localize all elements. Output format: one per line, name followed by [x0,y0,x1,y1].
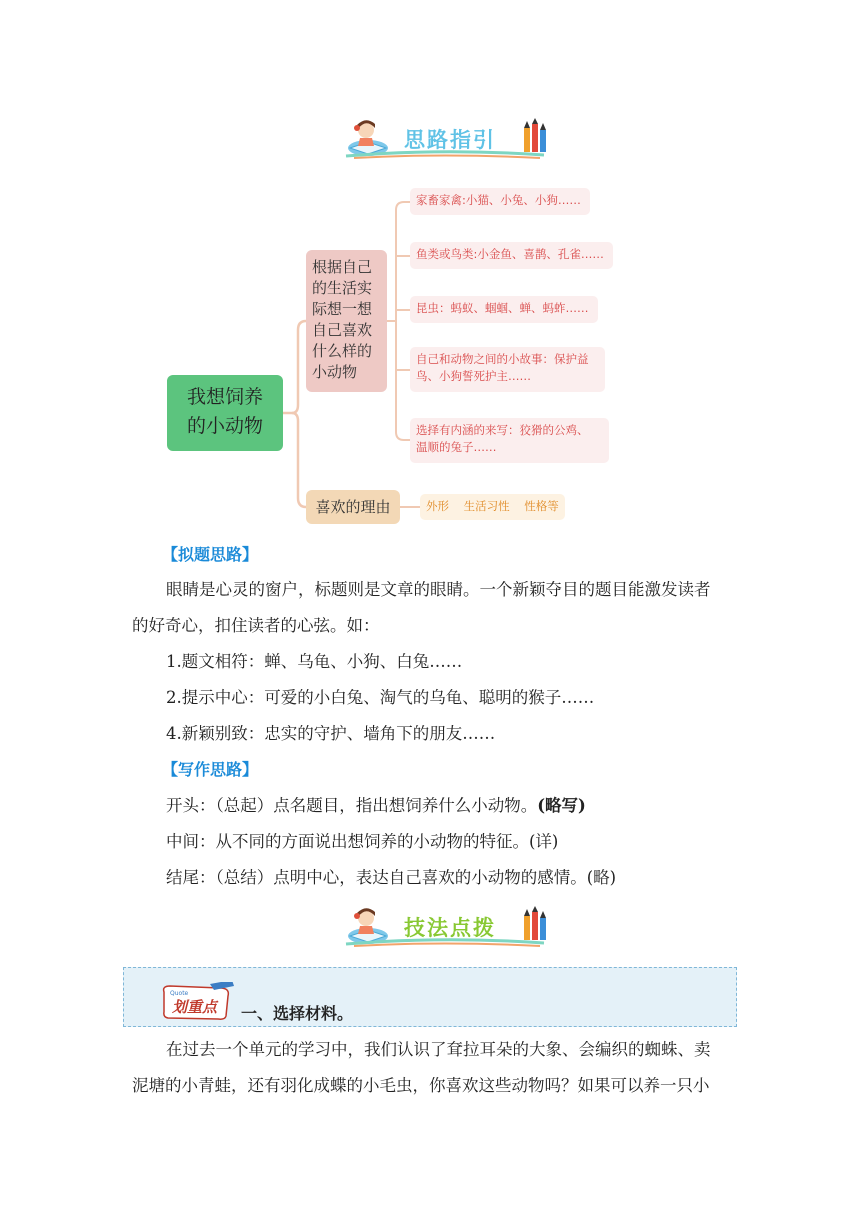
node-line: 根据自己 [312,258,373,276]
leaf-line: 温顺的兔子…… [416,440,497,454]
mindmap-node-reasons: 喜欢的理由 [306,490,400,524]
opening-text: 开头：（总起）点名题目，指出想饲养什么小动物。 [166,796,538,815]
mindmap-root-node [167,375,283,451]
section-banner-technique [340,906,555,950]
mindmap-node-imagine [306,250,387,392]
list-item: 4.新颖别致：忠实的守护、墙角下的朋友…… [166,724,496,743]
leaf-fish-birds: 鱼类或鸟类:小金鱼、喜鹊、孔雀…… [410,242,613,269]
leaf-insects: 昆虫：蚂蚁、蝈蝈、蝉、蚂蚱…… [410,296,598,323]
node-line: 什么样的 [312,342,373,360]
list-item: 2.提示中心：可爱的小白兔、淘气的乌龟、聪明的猴子…… [166,688,595,707]
leaf-stories [410,347,605,392]
stamp-small-text: Quote [170,990,189,997]
stamp-label: 划重点 [172,998,218,1016]
leaf-line: 选择有内涵的来写：狡猾的公鸡、 [416,423,589,437]
paragraph-line: 眼睛是心灵的窗户，标题则是文章的眼睛。一个新颖夺目的题目能激发读者 [166,580,711,599]
key-point-stamp [160,982,236,1022]
node-line: 际想一想 [312,300,373,318]
paragraph-line: 在过去一个单元的学习中，我们认识了耷拉耳朵的大象、会编织的蜘蛛、卖 [166,1040,711,1059]
root-line-1: 我想饲养 [186,386,263,408]
banner-title-technique: 技法点拨 [404,916,496,940]
leaf-meaningful [410,418,609,463]
node-line: 小动物 [312,363,358,381]
leaf-line: 自己和动物之间的小故事：保护益 [416,352,589,366]
opening-note: (略写) [537,796,586,815]
paragraph-line: 泥塘的小青蛙，还有羽化成蝶的小毛虫，你喜欢这些动物吗？如果可以养一只小 [132,1076,710,1095]
paragraph-line: 的好奇心，扣住读者的心弦。如： [132,616,380,635]
pencils-icon [518,906,552,942]
heading-writing-ideas: 【写作思路】 [162,760,259,779]
list-item: 1.题文相符：蝉、乌龟、小狗、白兔…… [166,652,463,671]
node-line: 自己喜欢 [312,321,373,339]
leaf-livestock: 家畜家禽:小猫、小兔、小狗…… [410,188,590,215]
heading-topic-ideas: 【拟题思路】 [162,545,259,564]
subtitle-select-material: 一、选择材料。 [241,1004,354,1023]
leaf-line: 鸟、小狗誓死护主…… [416,369,531,383]
leaf-reasons: 外形 生活习性 性格等 [420,494,565,520]
paragraph-ending: 结尾：（总结）点明中心，表达自己喜欢的小动物的感情。(略) [166,868,617,887]
root-line-2: 的小动物 [186,415,263,437]
paragraph-opening [166,794,586,818]
node-line: 的生活实 [312,279,373,297]
banner-title-guide: 思路指引 [404,128,496,152]
paragraph-middle: 中间：从不同的方面说出想饲养的小动物的特征。(详) [166,832,559,851]
